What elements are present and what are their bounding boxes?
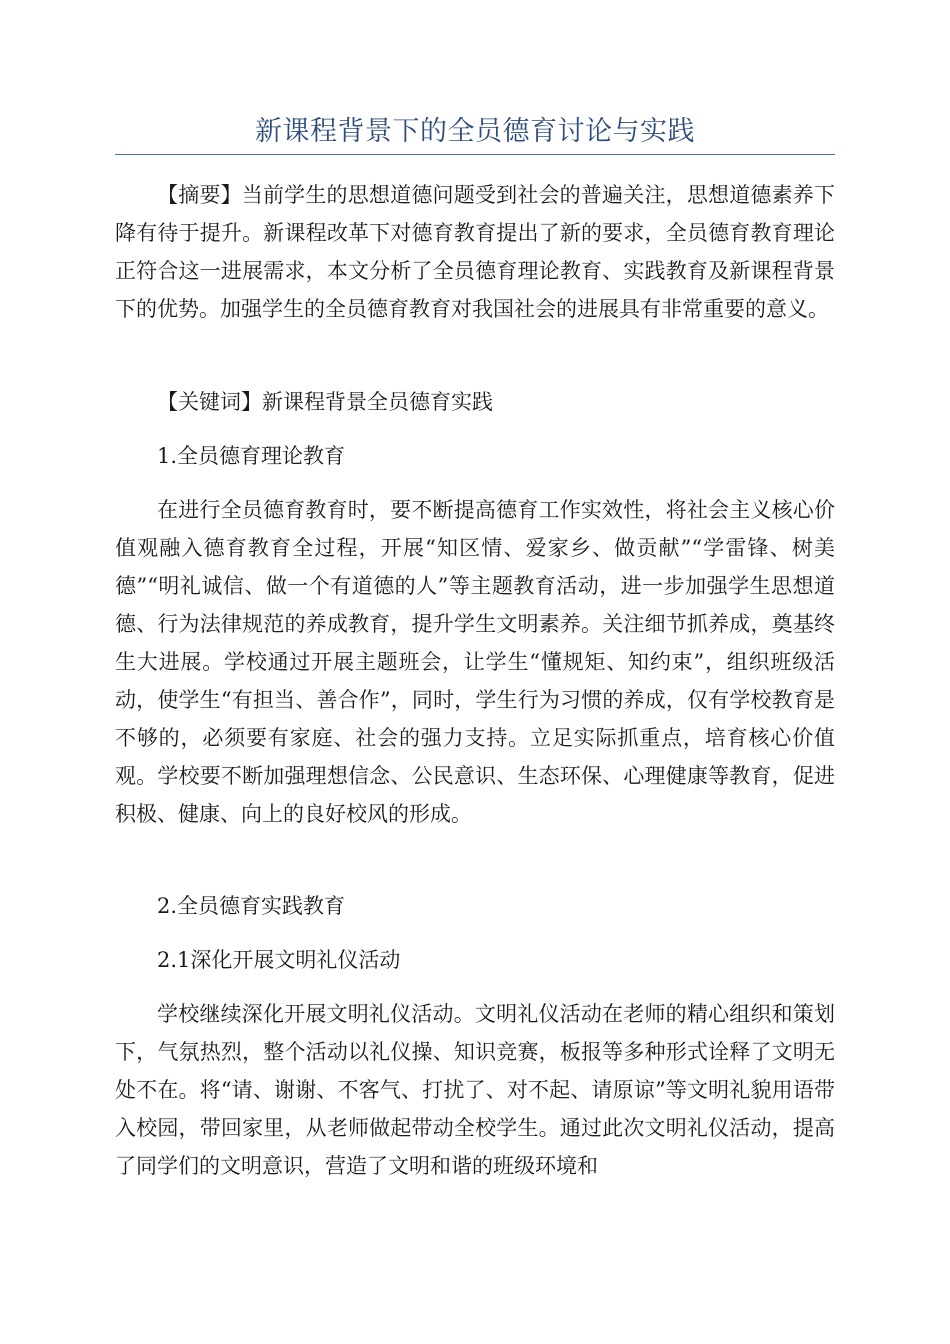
section-2-1-paragraph: 学校继续深化开展文明礼仪活动。文明礼仪活动在老师的精心组织和策划下，气氛热烈，整个活动以礼仪操、知识竞赛，板报等多种形式诠释了文明无处不在。将“请、谢谢、不客气、打扰了、对不起、请原谅”等文明礼貌用语带入校园，带回家里，从老师做起带动全校学生。通过此次文明礼仪活动，提高了同学们的文明意识，营造了文明和谐的班级环境和 (115, 1002, 835, 1178)
keywords-line: 【关键词】新课程背景全员德育实践 (157, 390, 493, 414)
document-title: 新课程背景下的全员德育讨论与实践 (255, 116, 695, 147)
section-1-heading: 1.全员德育理论教育 (157, 444, 346, 468)
section-2-heading: 2.全员德育实践教育 (157, 894, 346, 918)
abstract-paragraph: 【摘要】当前学生的思想道德问题受到社会的普遍关注，思想道德素养下降有待于提升。新课程改革下对德育教育提出了新的要求，全员德育教育理论正符合这一进展需求，本文分析了全员德育理论教育、实践教育及新课程背景下的优势。加强学生的全员德育教育对我国社会的进展具有非常重要的意义。 (115, 183, 835, 321)
section-2-1-heading: 2.1深化开展文明礼仪活动 (157, 948, 401, 972)
section-1-paragraph: 在进行全员德育教育时，要不断提高德育工作实效性，将社会主义核心价值观融入德育教育全过程，开展“知区情、爱家乡、做贡献”“学雷锋、树美德”“明礼诚信、做一个有道德的人”等主题教育活动，进一步加强学生思想道德、行为法律规范的养成教育，提升学生文明素养。关注细节抓养成，奠基终生大进展。学校通过开展主题班会，让学生“懂规矩、知约束”，组织班级活动，使学生“有担当、善合作”，同时，学生行为习惯的养成，仅有学校教育是不够的，必须要有家庭、社会的强力支持。立足实际抓重点，培育核心价值观。学校要不断加强理想信念、公民意识、生态环保、心理健康等教育，促进积极、健康、向上的良好校风的形成。 (115, 498, 835, 826)
title-underline (115, 154, 835, 155)
